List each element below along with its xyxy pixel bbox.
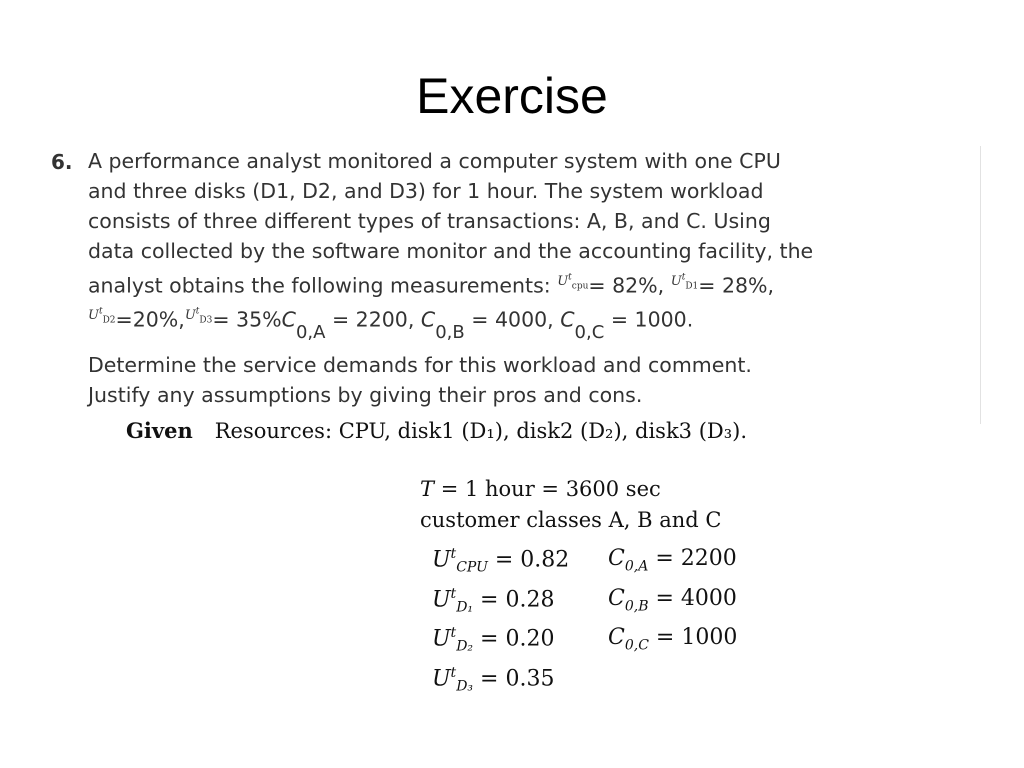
c0b-value: = 4000, <box>471 307 554 332</box>
u-d2-symbol: UtD2 <box>88 307 116 326</box>
c0c-subscript: 0,C <box>574 322 605 344</box>
u-d1-value: = 28%, <box>698 273 775 298</box>
u-d2-math: = 0.20 <box>480 626 555 652</box>
given-line <box>126 418 747 443</box>
time-line: T = 1 hour = 3600 sec <box>420 477 661 501</box>
c0b-subscript: 0,B <box>435 322 465 344</box>
u-cpu-row: $U^t_{CPU} = 0.82$ <box>432 546 570 576</box>
problem-number: 6. <box>51 150 73 174</box>
measurements-intro: analyst obtains the following measurements: <box>88 273 551 298</box>
c-b-math: = 4000 <box>655 586 737 611</box>
u-d3-symbol: UtD3 <box>184 307 213 326</box>
u-d2-row: $U^t_{D_2} = 0.20$ <box>432 625 555 655</box>
measurements-line-2: $^{U^t_{D2}}$=20%,$^{U^t_{D3}}$= 35%C0,A = 2200, C0,B = 4000, C0,C = 1000. <box>88 307 694 344</box>
problem-line: and three disks (D1, D2, and D3) for 1 hour. The system workload <box>88 179 764 203</box>
u-d2-value: =20%, <box>115 307 185 332</box>
c-b-row: $C_{0,B} = 4000$ <box>608 586 737 615</box>
u-d1-math: = 0.28 <box>480 587 555 613</box>
u-d3-value: = 35% <box>212 307 282 332</box>
classes-line: customer classes A, B and C <box>420 508 722 532</box>
u-d1-row: $U^t_{D_1} = 0.28$ <box>432 586 555 616</box>
problem-statement <box>46 146 981 424</box>
c0a-subscript: 0,A <box>295 322 326 344</box>
c-c-math: = 1000 <box>655 625 738 650</box>
problem-line: A performance analyst monitored a computer system with one CPU <box>88 149 781 173</box>
u-cpu-symbol: Utcpu <box>557 273 589 292</box>
c0c-value: = 1000. <box>610 307 694 332</box>
problem-line: data collected by the software monitor and the accounting facility, the <box>88 239 814 263</box>
closing-line: Justify any assumptions by giving their pros and cons. <box>88 383 643 407</box>
u-d3-row: $U^t_{D_3} = 0.35$ <box>432 665 555 695</box>
u-cpu-math: = 0.82 <box>494 547 570 573</box>
given-text: Resources: CPU, disk1 (D₁), disk2 (D₂), disk3 (D₃). <box>214 419 748 443</box>
closing-line: Determine the service demands for this workload and comment. <box>88 353 752 377</box>
u-d1-symbol: UtD1 <box>670 273 699 292</box>
slide-title: Exercise <box>416 68 608 124</box>
time-value: = 1 hour = 3600 sec <box>440 477 661 501</box>
c-c-row: $C_{0,C} = 1000$ <box>608 625 738 654</box>
problem-line: consists of three different types of transactions: A, B, and C. Using <box>88 209 771 233</box>
c-a-row: $C_{0,A} = 2200$ <box>608 546 737 575</box>
u-d3-math: = 0.35 <box>480 666 555 692</box>
u-cpu-value: = 82%, <box>588 273 665 298</box>
c0a-value: = 2200, <box>331 307 415 332</box>
given-label: Given <box>126 418 193 443</box>
c-a-math: = 2200 <box>655 546 737 571</box>
